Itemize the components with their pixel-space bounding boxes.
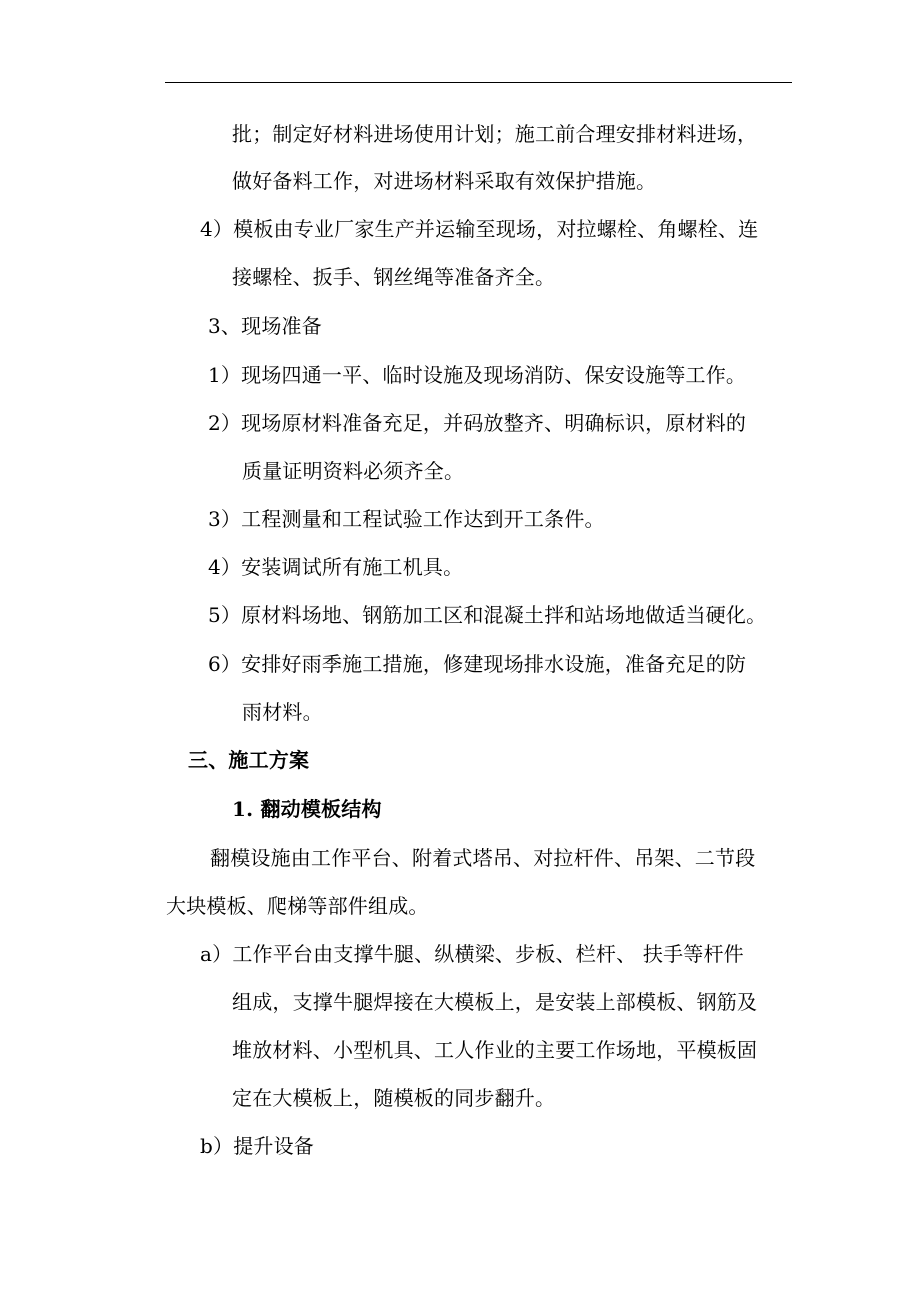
list-item: [208, 506, 605, 532]
paragraph-line: 接螺栓、扳手、钢丝绳等准备齐全。: [232, 265, 556, 289]
paragraph-line: 翻模设施由工作平台、附着式塔吊、对拉杆件、吊架、二节段: [210, 846, 756, 870]
section-heading: 三、施工方案: [188, 748, 310, 772]
list-item-marker: 6）: [208, 652, 242, 676]
paragraph-line: 雨材料。: [242, 700, 323, 724]
list-item-text: 现场四通一平、临时设施及现场消防、保安设施等工作。: [241, 363, 747, 387]
paragraph-line: 做好备料工作，对进场材料采取有效保护措施。: [232, 169, 657, 193]
list-item: [208, 362, 746, 388]
subsection-heading: 1. 翻动模板结构: [232, 797, 382, 821]
paragraph-line: 质量证明资料必须齐全。: [242, 459, 465, 483]
list-item: [208, 602, 766, 628]
list-item: [208, 410, 746, 436]
section-subheading: 3、现场准备: [208, 314, 322, 338]
list-item-text: 工作平台由支撑牛腿、纵横梁、步板、栏杆、 扶手等杆件: [232, 942, 744, 966]
list-item-text: 模板由专业厂家生产并运输至现场，对拉螺栓、角螺栓、连: [233, 217, 759, 241]
list-item: [208, 554, 463, 580]
list-item-marker: 4）: [208, 555, 242, 579]
list-item-text: 工程测量和工程试验工作达到开工条件。: [241, 507, 605, 531]
list-item-marker: b）: [200, 1134, 234, 1158]
list-item-marker: 4）: [200, 217, 234, 241]
header-rule: [165, 82, 792, 83]
paragraph-line: 大块模板、爬梯等部件组成。: [166, 894, 429, 918]
list-item-text: 安装调试所有施工机具。: [241, 555, 464, 579]
list-item: [208, 651, 746, 677]
list-item-marker: 1）: [208, 363, 242, 387]
list-item-text: 安排好雨季施工措施，修建现场排水设施，准备充足的防: [241, 652, 747, 676]
list-item-marker: 3）: [208, 507, 242, 531]
list-item: [200, 216, 758, 242]
list-item-text: 原材料场地、钢筋加工区和混凝土拌和站场地做适当硬化。: [241, 603, 767, 627]
list-item: [200, 1133, 314, 1159]
paragraph-line: 批；制定好材料进场使用计划；施工前合理安排材料进场，: [232, 122, 758, 146]
list-item-text: 提升设备: [233, 1134, 315, 1158]
list-item-marker: a）: [200, 942, 233, 966]
list-item-marker: 5）: [208, 603, 242, 627]
paragraph-line: 组成，支撑牛腿焊接在大模板上，是安装上部模板、钢筋及: [232, 990, 758, 1014]
paragraph-line: 定在大模板上，随模板的同步翻升。: [232, 1086, 556, 1110]
list-item: [200, 941, 744, 967]
list-item-marker: 2）: [208, 411, 242, 435]
list-item-text: 现场原材料准备充足，并码放整齐、明确标识，原材料的: [241, 411, 747, 435]
paragraph-line: 堆放材料、小型机具、工人作业的主要工作场地，平模板固: [232, 1038, 758, 1062]
